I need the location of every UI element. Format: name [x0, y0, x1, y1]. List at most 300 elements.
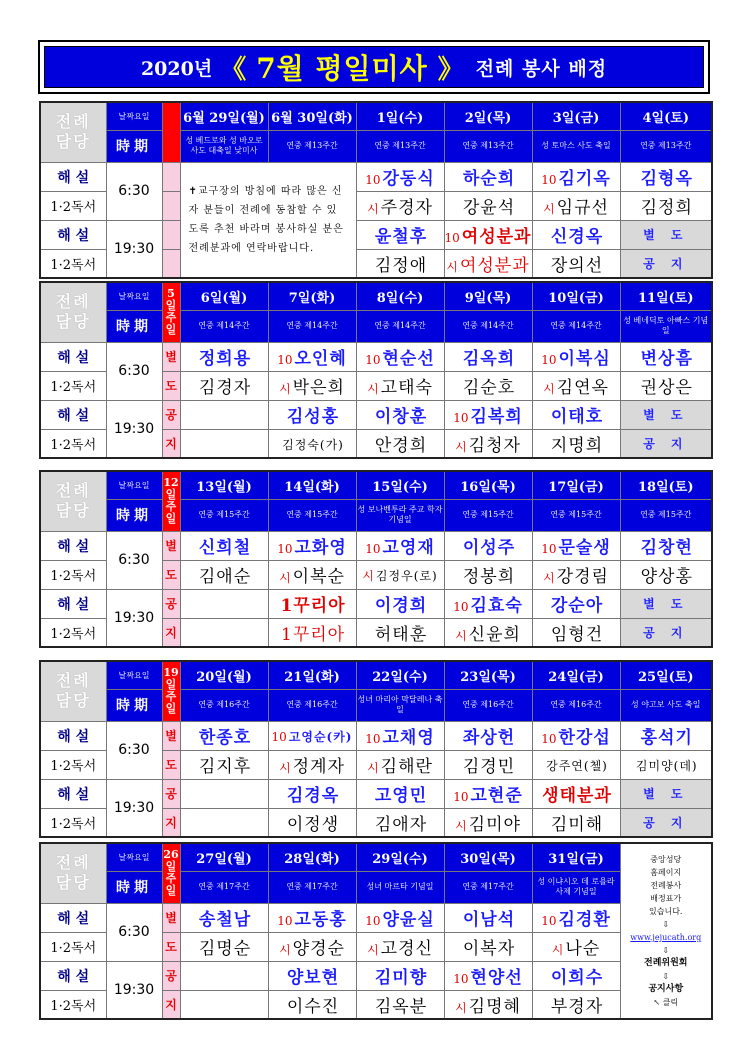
pink-notice: 지 [162, 808, 180, 837]
day-date: 29일(수) [356, 843, 444, 871]
day-date: 6월 30일(화) [268, 102, 356, 130]
assigned-name: 김성홍 [286, 407, 340, 427]
title-year: 2020년 [140, 57, 213, 80]
name-cell [444, 589, 532, 618]
assigned-name: 김미야 [468, 814, 521, 835]
mass-time: 6:30 [106, 162, 162, 220]
assigned-name: 나순 [565, 939, 601, 959]
pink-notice: 공 [162, 961, 180, 990]
day-season: 연중 제13주간 [444, 130, 532, 162]
name-cell [532, 531, 620, 560]
day-season: 연중 제16주간 [180, 689, 268, 721]
assigned-name: 여성분과 [461, 227, 532, 247]
day-date: 24일(금) [532, 661, 620, 689]
slot-prefix: 시 [455, 1000, 467, 1015]
name-cell [356, 162, 444, 191]
assigned-name: 김경자 [198, 378, 252, 398]
mass-time: 19:30 [106, 779, 162, 837]
assigned-name: 김순호 [462, 378, 516, 398]
name-cell [532, 990, 620, 1019]
day-season: 성녀 마리아 막달레나 축일 [356, 689, 444, 721]
day-date: 15일(수) [356, 471, 444, 499]
empty-slot [180, 779, 268, 808]
slot-prefix: 시 [455, 439, 467, 454]
slot-prefix: 시 [543, 382, 555, 396]
assigned-name: 양상홍 [640, 567, 693, 587]
day-season: 연중 제15주간 [532, 499, 620, 531]
name-cell [268, 371, 356, 400]
season-label: 時期 [106, 871, 162, 903]
pink-notice: 도 [162, 750, 180, 779]
name-cell [356, 249, 444, 278]
sunday-empty [162, 220, 180, 249]
name-cell [180, 371, 268, 400]
name-cell [180, 903, 268, 932]
day-season: 성 베네딕토 아빠스 기념일 [620, 310, 712, 342]
day-date: 10일(금) [532, 282, 620, 310]
assigned-name: 강윤석 [462, 198, 516, 218]
name-cell [180, 531, 268, 560]
slot-prefix: 10 [541, 173, 557, 187]
assigned-name: 김경옥 [286, 786, 340, 806]
name-cell [620, 342, 712, 371]
name-cell [180, 932, 268, 961]
name-cell [356, 191, 444, 220]
parish-notice: ✝교구장의 방침에 따라 많은 신자 분들이 전례에 동참할 수 있도록 추천 바라며 봉사하실 분은 전례분과에 연락바랍니다. [180, 162, 356, 278]
day-date: 2일(목) [444, 102, 532, 130]
day-season: 연중 제17주간 [444, 871, 532, 903]
slot-prefix: 10 [541, 914, 557, 928]
assigned-name: 이정생 [286, 814, 340, 835]
empty-slot [180, 990, 268, 1019]
arrow-down-icon: ⇩ [662, 946, 670, 955]
assigned-name: 한종호 [198, 728, 252, 748]
role-label: 1·2독서 [40, 990, 106, 1019]
pink-notice: 지 [162, 429, 180, 458]
pink-notice: 별 [162, 342, 180, 371]
assigned-name: 양윤실 [382, 910, 435, 930]
sunday-empty [162, 191, 180, 220]
name-cell [532, 779, 620, 808]
name-cell [532, 191, 620, 220]
name-cell [444, 961, 532, 990]
name-cell [268, 990, 356, 1019]
info-line: 있습니다. [649, 907, 683, 916]
assigned-name: 안경희 [374, 435, 428, 456]
separate-notice: 공 지 [620, 618, 712, 647]
day-date: 31일(금) [532, 843, 620, 871]
role-header: 전례 담당 [40, 843, 106, 903]
day-date: 14일(화) [268, 471, 356, 499]
name-cell [356, 400, 444, 429]
slot-prefix: 10 [271, 730, 287, 744]
date-weekday-label: 날짜요일 [106, 661, 162, 689]
pink-notice: 별 [162, 903, 180, 932]
role-label: 해 설 [40, 400, 106, 429]
pink-notice: 별 [162, 721, 180, 750]
assigned-name: 정봉희 [462, 567, 516, 587]
name-cell [180, 560, 268, 589]
separate-notice: 공 지 [620, 249, 712, 278]
day-season: 연중 제17주간 [180, 871, 268, 903]
assigned-name: 신윤희 [468, 624, 521, 645]
assigned-name: 강경림 [556, 567, 609, 587]
day-season: 성 토마스 사도 축일 [532, 130, 620, 162]
day-season: 연중 제16주간 [268, 689, 356, 721]
slot-prefix: 시 [279, 761, 291, 775]
date-weekday-label: 날짜요일 [106, 102, 162, 130]
role-header: 전례 담당 [40, 471, 106, 531]
assigned-name: 김정희 [640, 198, 693, 218]
role-label: 해 설 [40, 961, 106, 990]
sunday-cell: 26일 주일 [162, 843, 180, 903]
season-label: 時期 [106, 689, 162, 721]
separate-notice: 공 지 [620, 808, 712, 837]
assigned-name: 김옥희 [462, 349, 516, 369]
assigned-name: 허태훈 [374, 624, 428, 645]
assigned-name: 김경민 [462, 757, 516, 777]
week-table [39, 660, 713, 838]
assigned-name: 고화영 [294, 538, 347, 558]
name-cell [356, 750, 444, 779]
name-cell [620, 560, 712, 589]
slot-prefix: 10 [541, 542, 557, 556]
assigned-name: 고동홍 [294, 910, 347, 930]
pink-notice: 지 [162, 618, 180, 647]
mass-time: 19:30 [106, 961, 162, 1019]
name-cell [356, 342, 444, 371]
role-label: 해 설 [40, 903, 106, 932]
separate-notice: 별 도 [620, 400, 712, 429]
week-table [39, 101, 713, 279]
assigned-name: 고태숙 [380, 378, 433, 398]
name-cell [268, 531, 356, 560]
assigned-name: 김정우(로) [375, 569, 438, 583]
name-cell [444, 429, 532, 458]
name-cell [356, 220, 444, 249]
name-cell [268, 779, 356, 808]
assigned-name: 문술생 [558, 538, 611, 558]
assigned-name: 김미양(데) [635, 759, 698, 773]
name-cell [444, 750, 532, 779]
name-cell [444, 779, 532, 808]
day-season: 성 이냐시오 데 로욜라 사제 기념일 [532, 871, 620, 903]
day-season: 연중 제16주간 [444, 689, 532, 721]
name-cell [620, 531, 712, 560]
day-season: 연중 제16주간 [532, 689, 620, 721]
week-table [39, 842, 713, 1020]
day-season: 연중 제14주간 [532, 310, 620, 342]
assigned-name: 이남석 [462, 910, 516, 930]
role-label: 해 설 [40, 531, 106, 560]
name-cell [532, 400, 620, 429]
day-date: 18일(토) [620, 471, 712, 499]
day-season: 연중 제14주간 [444, 310, 532, 342]
name-cell [532, 342, 620, 371]
assigned-name: 윤철후 [374, 227, 428, 247]
name-cell [532, 249, 620, 278]
day-date: 27일(월) [180, 843, 268, 871]
role-label: 1·2독서 [40, 808, 106, 837]
info-line: 중앙성당 [650, 855, 682, 864]
assigned-name: 이성주 [462, 538, 516, 558]
season-label: 時期 [106, 499, 162, 531]
role-header: 전례 담당 [40, 102, 106, 162]
sunday-empty [162, 249, 180, 278]
day-season: 연중 제17주간 [268, 871, 356, 903]
assigned-name: 이희수 [550, 968, 604, 988]
sunday-cell: 5일 주일 [162, 282, 180, 342]
mass-time: 19:30 [106, 589, 162, 647]
mass-time: 19:30 [106, 400, 162, 458]
role-label: 1·2독서 [40, 618, 106, 647]
assigned-name: 신희철 [198, 538, 252, 558]
info-line[interactable]: ↖ 클릭 [653, 998, 679, 1007]
assigned-name: 양보현 [286, 968, 340, 988]
assigned-name: 김형옥 [640, 169, 693, 189]
name-cell [268, 618, 356, 647]
role-label: 1·2독서 [40, 429, 106, 458]
slot-prefix: 시 [551, 943, 564, 957]
day-date: 28일(화) [268, 843, 356, 871]
name-cell [356, 721, 444, 750]
day-date: 4일(토) [620, 102, 712, 130]
mass-time: 19:30 [106, 220, 162, 278]
slot-prefix: 시 [455, 818, 467, 833]
name-cell [356, 589, 444, 618]
day-season: 연중 제13주간 [620, 130, 712, 162]
name-cell [620, 371, 712, 400]
pink-notice: 별 [162, 531, 180, 560]
day-date: 1일(수) [356, 102, 444, 130]
empty-slot [180, 618, 268, 647]
assigned-name: 정계자 [292, 757, 345, 777]
role-header: 전례 담당 [40, 661, 106, 721]
mass-time: 6:30 [106, 721, 162, 779]
homepage-info [620, 843, 712, 1019]
pink-notice: 도 [162, 560, 180, 589]
day-date: 30일(목) [444, 843, 532, 871]
assigned-name: 김미향 [374, 968, 428, 988]
empty-slot [180, 961, 268, 990]
assigned-name: 이경희 [374, 596, 428, 616]
name-cell [268, 589, 356, 618]
assigned-name: 이수진 [286, 996, 340, 1017]
slot-prefix: 시 [543, 202, 555, 216]
slot-prefix: 10 [453, 790, 469, 804]
name-cell [268, 903, 356, 932]
slot-prefix: 10 [365, 542, 381, 556]
name-cell [532, 750, 620, 779]
day-date: 3일(금) [532, 102, 620, 130]
slot-prefix: 시 [446, 259, 458, 274]
assigned-name: 이복순 [292, 567, 345, 587]
slot-prefix: 10 [365, 173, 381, 187]
name-cell [180, 750, 268, 779]
assigned-name: 임규선 [556, 198, 609, 218]
assigned-name: 이태호 [550, 407, 604, 427]
assigned-name: 생태분과 [542, 786, 612, 806]
title-inner [44, 46, 704, 88]
assigned-name: 강순아 [550, 596, 604, 616]
name-cell [268, 560, 356, 589]
assigned-name: 현순선 [382, 349, 435, 369]
name-cell [356, 932, 444, 961]
day-date: 17일(금) [532, 471, 620, 499]
name-cell [356, 903, 444, 932]
role-label: 1·2독서 [40, 932, 106, 961]
arrow-down-icon: ⇩ [662, 920, 670, 929]
role-label: 해 설 [40, 220, 106, 249]
assigned-name: 변상흠 [640, 349, 693, 369]
slot-prefix: 시 [543, 571, 555, 585]
name-cell [180, 342, 268, 371]
day-date: 23일(목) [444, 661, 532, 689]
name-cell [356, 531, 444, 560]
name-cell [444, 932, 532, 961]
name-cell [444, 249, 532, 278]
separate-notice: 공 지 [620, 429, 712, 458]
name-cell [532, 429, 620, 458]
slot-prefix: 시 [279, 943, 291, 957]
name-cell [268, 721, 356, 750]
slot-prefix: 시 [367, 382, 379, 396]
day-date: 6일(월) [180, 282, 268, 310]
day-date: 22일(수) [356, 661, 444, 689]
slot-prefix: 10 [453, 600, 469, 614]
assigned-name: 양경순 [292, 939, 345, 959]
name-cell [268, 429, 356, 458]
name-cell [444, 903, 532, 932]
pink-notice: 공 [162, 400, 180, 429]
name-cell [444, 808, 532, 837]
empty-slot [180, 589, 268, 618]
slot-prefix: 10 [365, 353, 381, 367]
empty-slot [180, 400, 268, 429]
name-cell [268, 808, 356, 837]
date-weekday-label: 날짜요일 [106, 471, 162, 499]
slot-prefix: 시 [279, 571, 291, 585]
slot-prefix: 10 [277, 542, 293, 556]
day-season: 연중 제13주간 [356, 130, 444, 162]
slot-prefix: 10 [453, 972, 469, 986]
pink-notice: 공 [162, 779, 180, 808]
day-date: 6월 29일(월) [180, 102, 268, 130]
name-cell [444, 162, 532, 191]
title-open-bracket: 《 [220, 54, 247, 85]
assigned-name: 현양선 [470, 968, 523, 988]
sunday-cell: 12일 주일 [162, 471, 180, 531]
day-date: 11일(토) [620, 282, 712, 310]
name-cell [444, 618, 532, 647]
name-cell [356, 961, 444, 990]
name-cell [444, 721, 532, 750]
role-label: 해 설 [40, 779, 106, 808]
slot-prefix: 10 [541, 353, 557, 367]
assigned-name: 박은희 [292, 378, 345, 398]
name-cell [268, 400, 356, 429]
sunday-cell [162, 102, 180, 162]
separate-notice: 별 도 [620, 589, 712, 618]
sunday-empty [162, 162, 180, 191]
assigned-name: 김청자 [468, 435, 521, 456]
name-cell [268, 750, 356, 779]
name-cell [444, 371, 532, 400]
assigned-name: 김미해 [550, 814, 604, 835]
mass-time: 6:30 [106, 531, 162, 589]
name-cell [356, 560, 444, 589]
day-season: 연중 제14주간 [268, 310, 356, 342]
assigned-name: 하순희 [462, 169, 516, 189]
day-season: 연중 제13주간 [268, 130, 356, 162]
pink-notice: 공 [162, 589, 180, 618]
day-season: 연중 제15주간 [180, 499, 268, 531]
assigned-name: 1꾸리아 [280, 624, 346, 645]
assigned-name: 고영민 [374, 786, 428, 806]
slot-prefix: 10 [277, 914, 293, 928]
day-season: 연중 제15주간 [268, 499, 356, 531]
name-cell [180, 721, 268, 750]
separate-notice: 별 도 [620, 779, 712, 808]
assigned-name: 김애순 [198, 567, 252, 587]
name-cell [532, 220, 620, 249]
day-season: 연중 제14주간 [356, 310, 444, 342]
assigned-name: 김명순 [198, 939, 252, 959]
title-close-bracket: 》 [437, 54, 464, 85]
slot-prefix: 시 [279, 382, 291, 396]
assigned-name: 고영재 [382, 538, 435, 558]
name-cell [532, 162, 620, 191]
slot-prefix: 시 [455, 628, 467, 643]
mass-time: 6:30 [106, 342, 162, 400]
role-label: 해 설 [40, 162, 106, 191]
name-cell [444, 220, 532, 249]
name-cell [356, 779, 444, 808]
name-cell [444, 400, 532, 429]
name-cell [532, 903, 620, 932]
name-cell [356, 990, 444, 1019]
name-cell [532, 589, 620, 618]
day-date: 16일(목) [444, 471, 532, 499]
role-label: 해 설 [40, 589, 106, 618]
assigned-name: 홍석기 [640, 728, 693, 748]
name-cell [444, 560, 532, 589]
name-cell [532, 371, 620, 400]
assigned-name: 김애자 [374, 814, 428, 835]
assigned-name: 장의선 [550, 255, 604, 276]
assigned-name: 이창훈 [374, 407, 428, 427]
name-cell [620, 750, 712, 779]
role-label: 해 설 [40, 342, 106, 371]
day-date: 21일(화) [268, 661, 356, 689]
arrow-down-icon: ⇩ [662, 972, 670, 981]
role-label: 1·2독서 [40, 560, 106, 589]
homepage-link[interactable]: www.jejucath.org [630, 933, 702, 942]
assigned-name: 여성분과 [459, 255, 530, 276]
assigned-name: 김창현 [640, 538, 693, 558]
name-cell [356, 371, 444, 400]
assigned-name: 김정애 [374, 255, 428, 276]
info-line: 전례봉사 [650, 881, 682, 890]
day-season: 성녀 마르타 기념일 [356, 871, 444, 903]
day-date: 20일(월) [180, 661, 268, 689]
assigned-name: 김기옥 [558, 169, 611, 189]
role-label: 1·2독서 [40, 191, 106, 220]
name-cell [444, 342, 532, 371]
empty-slot [180, 808, 268, 837]
week-table [39, 281, 713, 459]
name-cell [532, 808, 620, 837]
